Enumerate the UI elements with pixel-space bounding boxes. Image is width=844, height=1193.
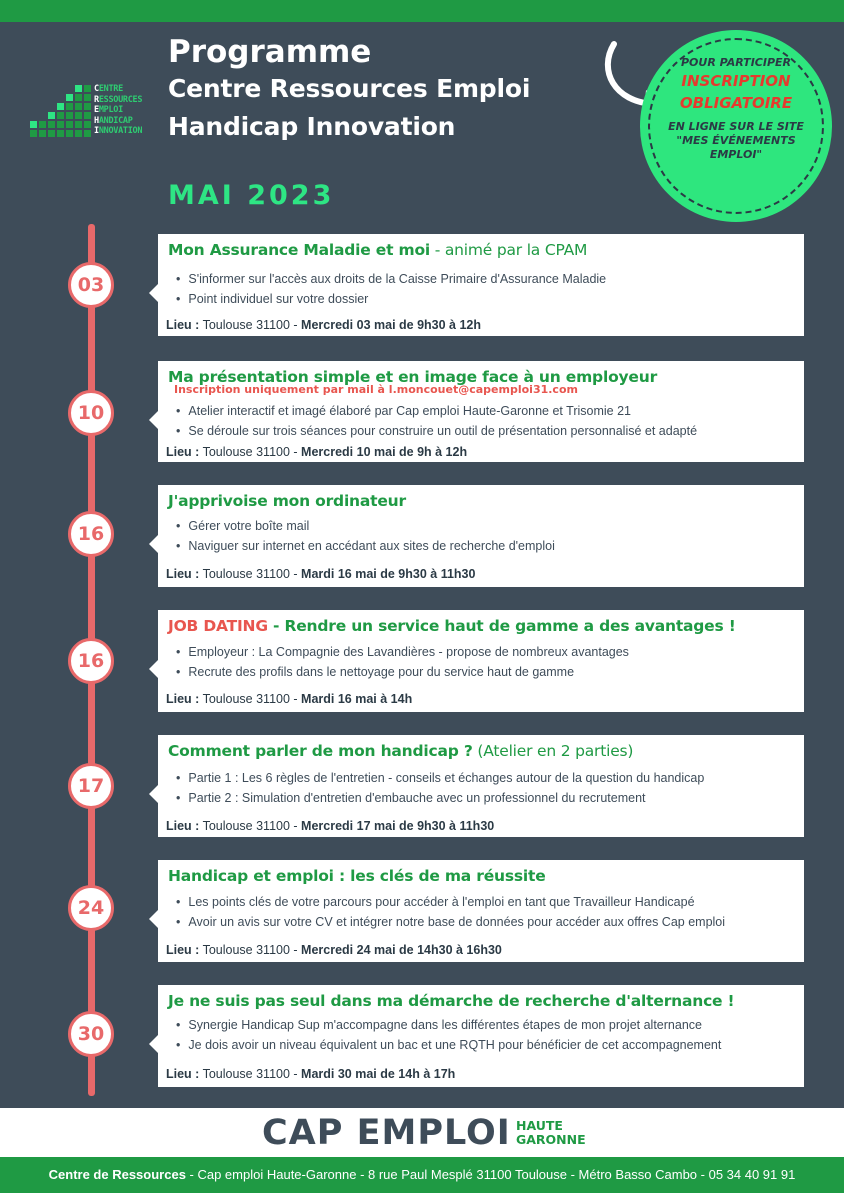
event-lieu-place: Toulouse 31100 - xyxy=(199,318,302,332)
event-bullets xyxy=(176,270,606,309)
event-lieu-label: Lieu : xyxy=(166,943,200,957)
page-title xyxy=(168,34,530,146)
event-bullet: • S'informer sur l'accès aux droits de la Caisse Primaire d'Assurance Maladie xyxy=(176,270,606,290)
event-title xyxy=(168,241,587,259)
event-day-marker: 16 xyxy=(68,638,114,684)
event-lieu-date: Mardi 30 mai de 14h à 17h xyxy=(301,1067,456,1081)
event-bullet: • Partie 2 : Simulation d'entretien d'embauche avec un professionnel du recrutement xyxy=(176,789,704,809)
event-bullet: • Je dois avoir un niveau équivalent un bac et une RQTH pour bénéficier de cet accompagnement xyxy=(176,1036,721,1056)
event-note: Inscription uniquement par mail à l.moncouet@capemploi31.com xyxy=(174,383,578,396)
badge-line-2: EN LIGNE SUR LE SITE xyxy=(668,120,804,133)
haute-garonne-label xyxy=(516,1119,586,1147)
event-lieu-label: Lieu : xyxy=(166,445,200,459)
badge-line-1: POUR PARTICIPER xyxy=(681,56,791,69)
event-title-suffix: - animé par la CPAM xyxy=(430,241,588,259)
event-lieu-place: Toulouse 31100 - xyxy=(199,692,302,706)
event-card xyxy=(158,485,804,587)
event-location xyxy=(166,943,502,957)
event-bullets xyxy=(176,769,704,808)
event-day-marker: 03 xyxy=(68,262,114,308)
event-lieu-place: Toulouse 31100 - xyxy=(199,445,302,459)
logo-line: INNOVATION xyxy=(94,126,143,137)
badge-obligatoire: OBLIGATOIRE xyxy=(679,94,793,112)
event-bullet: • Recrute des profils dans le nettoyage pour du service haut de gamme xyxy=(176,663,629,683)
event-lieu-date: Mardi 16 mai à 14h xyxy=(301,692,413,706)
logo-text xyxy=(94,84,142,137)
event-title-main: Je ne suis pas seul dans ma démarche de recherche d'alternance ! xyxy=(168,992,735,1010)
event-lieu-place: Toulouse 31100 - xyxy=(199,819,302,833)
event-title-suffix: (Atelier en 2 parties) xyxy=(472,742,634,760)
event-lieu-date: Mercredi 17 mai de 9h30 à 11h30 xyxy=(301,819,495,833)
event-day-marker: 10 xyxy=(68,390,114,436)
event-bullets xyxy=(176,1016,721,1055)
event-bullets xyxy=(176,402,697,441)
logo-line: HANDICAP xyxy=(94,115,133,126)
event-title-main: - Rendre un service haut de gamme a des avantages ! xyxy=(267,617,736,635)
event-card xyxy=(158,860,804,962)
event-card xyxy=(158,234,804,336)
event-day-marker: 30 xyxy=(68,1011,114,1057)
event-day-marker: 16 xyxy=(68,511,114,557)
event-title-main: Handicap et emploi : les clés de ma réussite xyxy=(168,867,546,885)
event-lieu-date: Mercredi 10 mai de 9h à 12h xyxy=(301,445,468,459)
event-title-prefix: JOB DATING xyxy=(168,617,268,635)
event-title xyxy=(168,742,633,760)
event-day-marker: 17 xyxy=(68,763,114,809)
event-lieu-label: Lieu : xyxy=(166,1067,200,1081)
event-bullet: • Synergie Handicap Sup m'accompagne dans les différentes étapes de mon projet alternance xyxy=(176,1016,721,1036)
event-bullet: • Avoir un avis sur votre CV et intégrer notre base de données pour accéder aux offres Cap emploi xyxy=(176,913,725,933)
event-location xyxy=(166,692,412,706)
event-lieu-place: Toulouse 31100 - xyxy=(199,943,302,957)
brand-sub-2: GARONNE xyxy=(516,1132,586,1147)
badge-line-4: EMPLOI" xyxy=(709,148,763,161)
event-bullet: • Gérer votre boîte mail xyxy=(176,517,555,537)
footer-address: - Cap emploi Haute-Garonne - 8 rue Paul Mesplé 31100 Toulouse - Métro Basso Cambo - 05 34 40 91 91 xyxy=(185,1167,796,1182)
event-card xyxy=(158,361,804,462)
logo-line: CENTRE xyxy=(94,84,123,94)
event-lieu-label: Lieu : xyxy=(166,819,200,833)
event-location xyxy=(166,1067,455,1081)
event-lieu-place: Toulouse 31100 - xyxy=(199,567,302,581)
event-bullet: • Partie 1 : Les 6 règles de l'entretien - conseils et échanges autour de la question du handicap xyxy=(176,769,704,789)
event-location xyxy=(166,819,494,833)
event-lieu-label: Lieu : xyxy=(166,692,200,706)
event-card xyxy=(158,985,804,1087)
event-title-main: Ma présentation simple et en image face à un employeur xyxy=(168,368,658,386)
event-card xyxy=(158,735,804,837)
event-bullet: • Point individuel sur votre dossier xyxy=(176,290,606,310)
event-location xyxy=(166,318,481,332)
registration-badge xyxy=(640,30,832,222)
footer-bold: Centre de Ressources xyxy=(48,1167,186,1182)
event-bullets xyxy=(176,643,629,682)
event-lieu-label: Lieu : xyxy=(166,567,200,581)
event-title xyxy=(168,867,546,885)
badge-text xyxy=(640,56,832,162)
top-bar xyxy=(0,0,844,22)
title-line-3: Handicap Innovation xyxy=(168,112,456,141)
event-bullets xyxy=(176,893,725,932)
badge-line-3: "MES ÉVÉNEMENTS xyxy=(676,134,796,147)
event-bullet: • Se déroule sur trois séances pour construire un outil de présentation personnalisé et adapté xyxy=(176,422,697,442)
logo-line: EMPLOI xyxy=(94,105,123,116)
cap-emploi-logo: CAP EMPLOI xyxy=(262,1113,511,1153)
title-line-2: Centre Ressources Emploi xyxy=(168,74,531,103)
brand-sub-1: HAUTE xyxy=(516,1118,563,1133)
event-title-main: Comment parler de mon handicap ? xyxy=(168,742,473,760)
logo-line: RESSOURCES xyxy=(94,94,143,105)
title-line-1: Programme xyxy=(168,34,372,70)
event-title xyxy=(168,992,734,1010)
event-location xyxy=(166,567,475,581)
event-bullet: • Naviguer sur internet en accédant aux sites de recherche d'emploi xyxy=(176,537,555,557)
event-lieu-date: Mercredi 03 mai de 9h30 à 12h xyxy=(301,318,482,332)
event-bullets xyxy=(176,517,555,556)
event-lieu-place: Toulouse 31100 - xyxy=(199,1067,302,1081)
footer-bar xyxy=(0,1157,844,1193)
event-bullet: • Atelier interactif et imagé élaboré par Cap emploi Haute-Garonne et Trisomie 21 xyxy=(176,402,697,422)
event-card xyxy=(158,610,804,712)
badge-inscription: INSCRIPTION xyxy=(681,72,791,90)
event-title xyxy=(168,492,406,510)
event-title-main: J'apprivoise mon ordinateur xyxy=(168,492,406,510)
event-title-main: Mon Assurance Maladie et moi xyxy=(168,241,431,259)
event-lieu-label: Lieu : xyxy=(166,318,200,332)
event-lieu-date: Mercredi 24 mai de 14h30 à 16h30 xyxy=(301,943,502,957)
event-location xyxy=(166,445,467,459)
event-lieu-date: Mardi 16 mai de 9h30 à 11h30 xyxy=(301,567,476,581)
event-day-marker: 24 xyxy=(68,885,114,931)
event-title xyxy=(168,617,736,635)
month-heading: MAI 2023 xyxy=(168,180,335,211)
event-bullet: • Employeur : La Compagnie des Lavandières - propose de nombreux avantages xyxy=(176,643,629,663)
event-bullet: • Les points clés de votre parcours pour accéder à l'emploi en tant que Travailleur Handicapé xyxy=(176,893,725,913)
